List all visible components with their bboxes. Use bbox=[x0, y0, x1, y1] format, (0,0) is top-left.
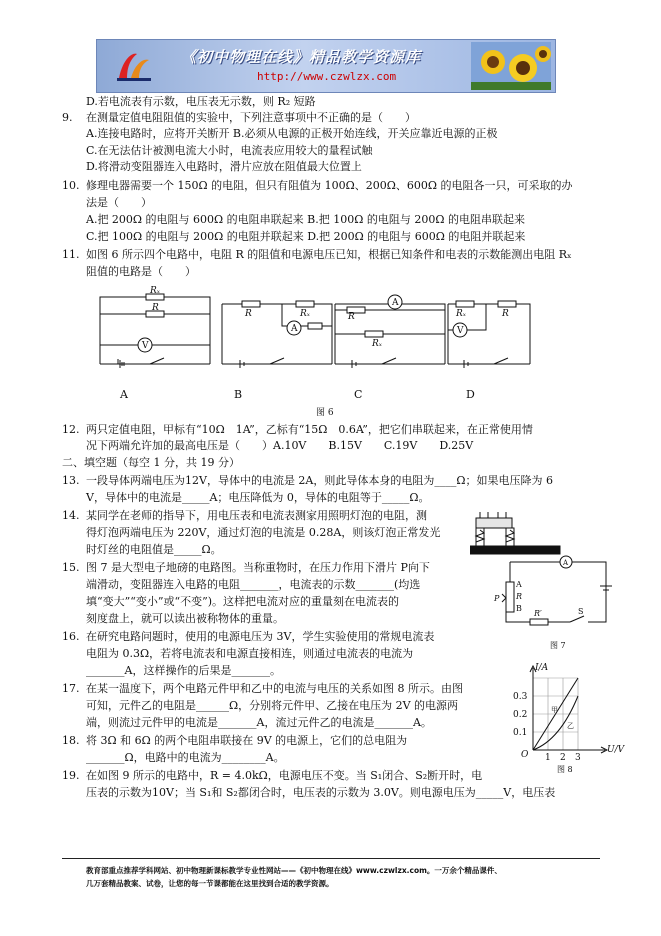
fig8-origin: O bbox=[521, 750, 529, 760]
footer-line-1: 教育部重点推荐学科网站、初中物理新课标教学专业性网站——《初中物理在线》www.czwlzx.com。一万余个精品课件、 bbox=[86, 866, 502, 875]
q15-stem-d: 刻度盘上，就可以读出被称物体的重量。 bbox=[86, 612, 284, 625]
figure-8-iv-graph bbox=[505, 660, 625, 775]
fig6-option-d: D bbox=[466, 388, 475, 401]
q9-option-d: D.将滑动变阻器连入电路时，滑片应放在阻值最大位置上 bbox=[86, 160, 362, 173]
q16-stem: 在研究电路问题时，使用的电源电压为 3V，学生实验使用的常规电流表 bbox=[86, 630, 435, 643]
q17-stem-b: 可知，元件乙的电阻是______Ω，分别将元件甲、乙接在电压为 2V 的电源两 bbox=[86, 699, 459, 712]
q14-stem-end: 时灯丝的电阻值是_____Ω。 bbox=[86, 543, 222, 556]
fig7-rprime-label: R′ bbox=[534, 609, 542, 618]
fig6-option-a: A bbox=[120, 388, 128, 401]
fig7-caption: 图 7 bbox=[550, 641, 566, 650]
q12-options: 况下两端允许加的最高电压是（ ）A.10V B.15V C.19V D.25V bbox=[86, 439, 474, 452]
section-two-heading: 二、填空题（每空 1 分，共 19 分） bbox=[62, 456, 240, 469]
q18-stem: 将 3Ω 和 6Ω 的两个电阻串联接在 9V 的电源上，它们的总电阻为 bbox=[86, 734, 408, 747]
fig8-xtick-2: 2 bbox=[560, 753, 566, 763]
fig8-curve-label-yi: 乙 bbox=[567, 722, 574, 730]
q10-stem-cont: 法是（ ） bbox=[86, 196, 152, 209]
q13-number: 13. bbox=[62, 474, 80, 487]
banner-title: 《初中物理在线》精品教学资源库 bbox=[181, 48, 422, 66]
fig6-d-r-label: R bbox=[502, 309, 509, 319]
q16-number: 16. bbox=[62, 630, 80, 643]
fig8-ytick-3: 0.3 bbox=[513, 692, 528, 702]
fig6-c-a-label: A bbox=[392, 298, 399, 308]
q11-stem-cont: 阻值的电路是（ ） bbox=[86, 265, 196, 278]
fig8-ylabel: I/A bbox=[535, 663, 549, 673]
fig7-p-label: P bbox=[494, 594, 500, 603]
q17-stem: 在某一温度下，两个电路元件甲和乙中的电流与电压的关系如图 8 所示。由图 bbox=[86, 682, 463, 695]
fig6-d-rx-label: Rₓ bbox=[456, 309, 466, 319]
q15-stem-c: 填“变大”“变小”或“不变”)。这样把电流对应的重量刻在电流表的 bbox=[86, 595, 400, 608]
fig6-option-b: B bbox=[234, 388, 243, 401]
q13-stem: 一段导体两端电压为12V，导体中的电流是 2A，则此导体本身的电阻为____Ω；如果电压降为 6 bbox=[86, 474, 553, 487]
q10-options-cd: C.把 100Ω 的电阻与 200Ω 的电阻并联起来 D.把 200Ω 的电阻与 600Ω 的电阻并联起来 bbox=[86, 230, 526, 243]
fig6-a-v-label: V bbox=[142, 341, 149, 351]
q10-number: 10. bbox=[62, 179, 80, 192]
fig6-a-rx-label: Rₓ bbox=[150, 286, 160, 296]
q15-number: 15. bbox=[62, 561, 80, 574]
fig6-b-a-label: A bbox=[291, 324, 298, 334]
fig7-s-label: S bbox=[578, 607, 584, 616]
q19-stem: 在如图 9 所示的电路中，R = 4.0kΩ，电源电压不变。当 S₁闭合、S₂断开时，电 bbox=[86, 769, 483, 782]
fig6-c-rx-label: Rₓ bbox=[372, 339, 382, 349]
circuit-b bbox=[222, 301, 332, 364]
q14-stem-cont: 得灯泡两端电压为 220V，通过灯泡的电流是 0.28A，则该灯泡正常发光 bbox=[86, 526, 441, 539]
q17-number: 17. bbox=[62, 682, 80, 695]
fig7-b-label: B bbox=[516, 604, 522, 613]
q12-stem: 两只定值电阻，甲标有“10Ω 1A”，乙标有“15Ω 0.6A”，把它们串联起来，在正常使用情 bbox=[86, 423, 533, 436]
fig8-ytick-1: 0.1 bbox=[513, 728, 528, 738]
fig6-c-r-label: R bbox=[348, 312, 355, 322]
q13-stem-cont: V，导体中的电流是_____A；电压降低为 0，导体的电阻等于_____Ω。 bbox=[86, 491, 430, 504]
fig8-xtick-3: 3 bbox=[575, 753, 581, 763]
fig6-option-c: C bbox=[354, 388, 363, 401]
q10-stem: 修理电器需要一个 150Ω 的电阻，但只有阻值为 100Ω、200Ω、600Ω 的电阻各一只，可采取的办 bbox=[86, 179, 573, 192]
q9-option-c: C.在无法估计被测电流大小时，电流表应用较大的量程试触 bbox=[86, 144, 373, 157]
q19-stem-b: 压表的示数为10V；当 S₁和 S₂都闭合时，电压表的示数为 3.0V。则电源电压为_____V，电压表 bbox=[86, 786, 556, 799]
q10-options-ab: A.把 200Ω 的电阻与 600Ω 的电阻串联起来 B.把 100Ω 的电阻与 200Ω 的电阻串联起来 bbox=[86, 213, 525, 226]
q16-stem-b: 电阻为 0.3Ω，若将电流表和电源直接相连，则通过电流表的电流为 bbox=[86, 647, 414, 660]
q16-stem-c: _______A，这样操作的后果是_______。 bbox=[86, 664, 281, 677]
q15-stem: 图 7 是大型电子地磅的电路图。当称重物时，在压力作用下滑片 P向下 bbox=[86, 561, 430, 574]
q8-option-d: D.若电流表有示数，电压表无示数，则 R₂ 短路 bbox=[86, 95, 316, 108]
figure-7-scale-circuit bbox=[470, 502, 620, 652]
fig6-a-r-label: R bbox=[152, 303, 159, 313]
q9-number: 9. bbox=[62, 111, 73, 124]
fig7-meter-label: A bbox=[563, 559, 569, 567]
header-banner bbox=[96, 39, 556, 93]
sunflower-icon bbox=[471, 42, 551, 90]
fig7-r-label: R bbox=[516, 592, 523, 601]
q14-number: 14. bbox=[62, 509, 80, 522]
q15-stem-b: 端滑动，变阻器连入电路的电阻_______，电流表的示数_______(均选 bbox=[86, 578, 421, 591]
q17-stem-c: 端，则流过元件甲的电流是_______A，流过元件乙的电流是_______A。 bbox=[86, 716, 432, 729]
fig6-caption: 图 6 bbox=[316, 408, 334, 418]
q18-number: 18. bbox=[62, 734, 80, 747]
fig8-xlabel: U/V bbox=[607, 745, 625, 755]
fig8-ytick-2: 0.2 bbox=[513, 710, 528, 720]
fig6-b-r-label: R bbox=[245, 309, 252, 319]
q11-stem: 如图 6 所示四个电路中，电阻 R 的阻值和电源电压已知，根据已知条件和电表的示数能测出电阻 Rₓ bbox=[86, 248, 572, 261]
fig8-xtick-1: 1 bbox=[545, 753, 551, 763]
figure-6-circuits bbox=[90, 284, 540, 420]
site-logo-icon bbox=[115, 48, 155, 84]
footer-line-2: 几万套精品教案、试卷，让您的每一节课都能在这里找到合适的教学资源。 bbox=[86, 879, 334, 888]
banner-url[interactable]: http://www.czwlzx.com bbox=[257, 70, 397, 83]
q19-number: 19. bbox=[62, 769, 80, 782]
fig7-a-label: A bbox=[516, 580, 522, 589]
q9-stem: 在测量定值电阻阻值的实验中，下列注意事项中不正确的是（ ） bbox=[86, 111, 416, 124]
footer-divider bbox=[62, 858, 600, 859]
fig6-b-rx-label: Rₓ bbox=[300, 309, 310, 319]
circuit-c bbox=[335, 295, 445, 364]
q12-number: 12. bbox=[62, 423, 80, 436]
fig8-caption: 图 8 bbox=[557, 765, 573, 774]
fig8-curve-label-jia: 甲 bbox=[551, 706, 558, 714]
q9-options-ab: A.连接电路时，应将开关断开 B.必须从电源的正极开始连线，开关应靠近电源的正极 bbox=[86, 127, 498, 140]
q11-number: 11. bbox=[62, 248, 80, 261]
q18-stem-b: _______Ω，电路中的电流为________A。 bbox=[86, 751, 285, 764]
fig6-d-v-label: V bbox=[457, 326, 464, 336]
q14-stem: 某同学在老师的指导下，用电压表和电流表测家用照明灯泡的电阻，测 bbox=[86, 509, 427, 522]
